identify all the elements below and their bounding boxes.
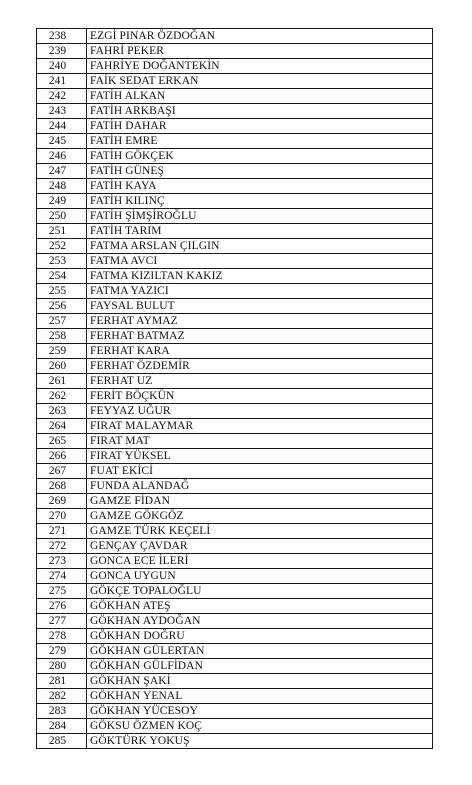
person-name: FIRAT MALAYMAR	[87, 419, 433, 434]
table-row	[37, 404, 433, 419]
table-row	[37, 59, 433, 74]
table-row	[37, 119, 433, 134]
person-name: FIRAT YÜKSEL	[87, 449, 433, 464]
person-name: FAHRİYE DOĞANTEKİN	[87, 59, 433, 74]
person-name: FATİH ŞİMŞİROĞLU	[87, 209, 433, 224]
person-name: FEYYAZ UĞUR	[87, 404, 433, 419]
row-number: 266	[37, 449, 87, 464]
row-number: 257	[37, 314, 87, 329]
person-name: GÖKTÜRK YOKUŞ	[87, 734, 433, 749]
table-row	[37, 539, 433, 554]
row-number: 285	[37, 734, 87, 749]
person-name: EZGİ PINAR ÖZDOĞAN	[87, 29, 433, 44]
person-name: FUNDA ALANDAĞ	[87, 479, 433, 494]
row-number: 268	[37, 479, 87, 494]
table-row	[37, 509, 433, 524]
person-name: FERHAT ÖZDEMİR	[87, 359, 433, 374]
row-number: 276	[37, 599, 87, 614]
row-number: 267	[37, 464, 87, 479]
person-name: GENÇAY ÇAVDAR	[87, 539, 433, 554]
table-row	[37, 254, 433, 269]
table-row	[37, 209, 433, 224]
person-name: FIRAT MAT	[87, 434, 433, 449]
table-row	[37, 179, 433, 194]
table-row	[37, 299, 433, 314]
row-number: 256	[37, 299, 87, 314]
row-number: 280	[37, 659, 87, 674]
row-number: 246	[37, 149, 87, 164]
row-number: 244	[37, 119, 87, 134]
document-page	[36, 28, 432, 749]
person-name: GÖKÇE TOPALOĞLU	[87, 584, 433, 599]
table-row	[37, 134, 433, 149]
row-number: 259	[37, 344, 87, 359]
row-number: 251	[37, 224, 87, 239]
table-row	[37, 659, 433, 674]
person-name: GONCA ECE İLERİ	[87, 554, 433, 569]
person-name: FAİK SEDAT ERKAN	[87, 74, 433, 89]
table-row	[37, 449, 433, 464]
row-number: 262	[37, 389, 87, 404]
person-name: FATİH ALKAN	[87, 89, 433, 104]
table-row	[37, 149, 433, 164]
row-number: 242	[37, 89, 87, 104]
row-number: 258	[37, 329, 87, 344]
table-row	[37, 269, 433, 284]
person-name: FATMA AVCI	[87, 254, 433, 269]
table-row	[37, 524, 433, 539]
person-name: FATMA YAZICI	[87, 284, 433, 299]
table-row	[37, 374, 433, 389]
person-name: FATİH DAHAR	[87, 119, 433, 134]
row-number: 254	[37, 269, 87, 284]
person-name: FATİH ARKBAŞI	[87, 104, 433, 119]
row-number: 250	[37, 209, 87, 224]
person-name: FERHAT AYMAZ	[87, 314, 433, 329]
row-number: 252	[37, 239, 87, 254]
row-number: 270	[37, 509, 87, 524]
table-row	[37, 464, 433, 479]
row-number: 240	[37, 59, 87, 74]
row-number: 238	[37, 29, 87, 44]
table-row	[37, 689, 433, 704]
row-number: 255	[37, 284, 87, 299]
table-row	[37, 554, 433, 569]
row-number: 283	[37, 704, 87, 719]
person-name: GÖKHAN GÜLFİDAN	[87, 659, 433, 674]
person-name: FERHAT KARA	[87, 344, 433, 359]
table-row	[37, 164, 433, 179]
table-row	[37, 224, 433, 239]
row-number: 278	[37, 629, 87, 644]
table-row	[37, 584, 433, 599]
person-name: FATMA KIZILTAN KAKIZ	[87, 269, 433, 284]
table-row	[37, 329, 433, 344]
person-name: GÖKHAN AYDOĞAN	[87, 614, 433, 629]
row-number: 277	[37, 614, 87, 629]
row-number: 239	[37, 44, 87, 59]
table-row	[37, 239, 433, 254]
person-name: FATMA ARSLAN ÇILGIN	[87, 239, 433, 254]
table-row	[37, 104, 433, 119]
person-name: FATİH TARIM	[87, 224, 433, 239]
row-number: 253	[37, 254, 87, 269]
table-row	[37, 419, 433, 434]
row-number: 249	[37, 194, 87, 209]
row-number: 275	[37, 584, 87, 599]
row-number: 243	[37, 104, 87, 119]
table-row	[37, 74, 433, 89]
row-number: 282	[37, 689, 87, 704]
table-row	[37, 614, 433, 629]
person-name: GÖKHAN DOĞRU	[87, 629, 433, 644]
row-number: 261	[37, 374, 87, 389]
table-row	[37, 599, 433, 614]
person-name: FAHRİ PEKER	[87, 44, 433, 59]
row-number: 272	[37, 539, 87, 554]
table-row	[37, 644, 433, 659]
row-number: 274	[37, 569, 87, 584]
person-name: FATİH EMRE	[87, 134, 433, 149]
row-number: 241	[37, 74, 87, 89]
person-name: FATİH KAYA	[87, 179, 433, 194]
person-name: GÖKHAN GÜLERTAN	[87, 644, 433, 659]
person-name: FATİH KILINÇ	[87, 194, 433, 209]
table-row	[37, 629, 433, 644]
table-row	[37, 314, 433, 329]
person-name: GÖKHAN YENAL	[87, 689, 433, 704]
person-name: FUAT EKİCİ	[87, 464, 433, 479]
row-number: 279	[37, 644, 87, 659]
table-row	[37, 344, 433, 359]
row-number: 269	[37, 494, 87, 509]
person-name: GAMZE GÖKGÖZ	[87, 509, 433, 524]
person-name: FERHAT BATMAZ	[87, 329, 433, 344]
table-row	[37, 359, 433, 374]
person-name: FERİT BÖÇKÜN	[87, 389, 433, 404]
table-row	[37, 44, 433, 59]
table-row	[37, 704, 433, 719]
person-name: FATİH GÜNEŞ	[87, 164, 433, 179]
person-name: GÖKHAN ATEŞ	[87, 599, 433, 614]
person-name: GÖKSU ÖZMEN KOÇ	[87, 719, 433, 734]
person-name: GONCA UYGUN	[87, 569, 433, 584]
table-row	[37, 734, 433, 749]
table-row	[37, 494, 433, 509]
row-number: 284	[37, 719, 87, 734]
table-row	[37, 29, 433, 44]
row-number: 245	[37, 134, 87, 149]
person-name: GAMZE TÜRK KEÇELİ	[87, 524, 433, 539]
person-name: GÖKHAN ŞAKİ	[87, 674, 433, 689]
table-row	[37, 389, 433, 404]
table-row	[37, 89, 433, 104]
table-row	[37, 284, 433, 299]
person-name: FATİH GÖKÇEK	[87, 149, 433, 164]
table-row	[37, 569, 433, 584]
person-name: GÖKHAN YÜCESOY	[87, 704, 433, 719]
row-number: 281	[37, 674, 87, 689]
name-list-table	[36, 28, 433, 749]
table-row	[37, 674, 433, 689]
row-number: 247	[37, 164, 87, 179]
row-number: 248	[37, 179, 87, 194]
table-row	[37, 434, 433, 449]
row-number: 271	[37, 524, 87, 539]
table-row	[37, 194, 433, 209]
row-number: 265	[37, 434, 87, 449]
row-number: 263	[37, 404, 87, 419]
row-number: 264	[37, 419, 87, 434]
name-list-body	[37, 29, 433, 749]
row-number: 260	[37, 359, 87, 374]
person-name: FAYSAL BULUT	[87, 299, 433, 314]
table-row	[37, 719, 433, 734]
person-name: GAMZE FİDAN	[87, 494, 433, 509]
row-number: 273	[37, 554, 87, 569]
table-row	[37, 479, 433, 494]
person-name: FERHAT UZ	[87, 374, 433, 389]
